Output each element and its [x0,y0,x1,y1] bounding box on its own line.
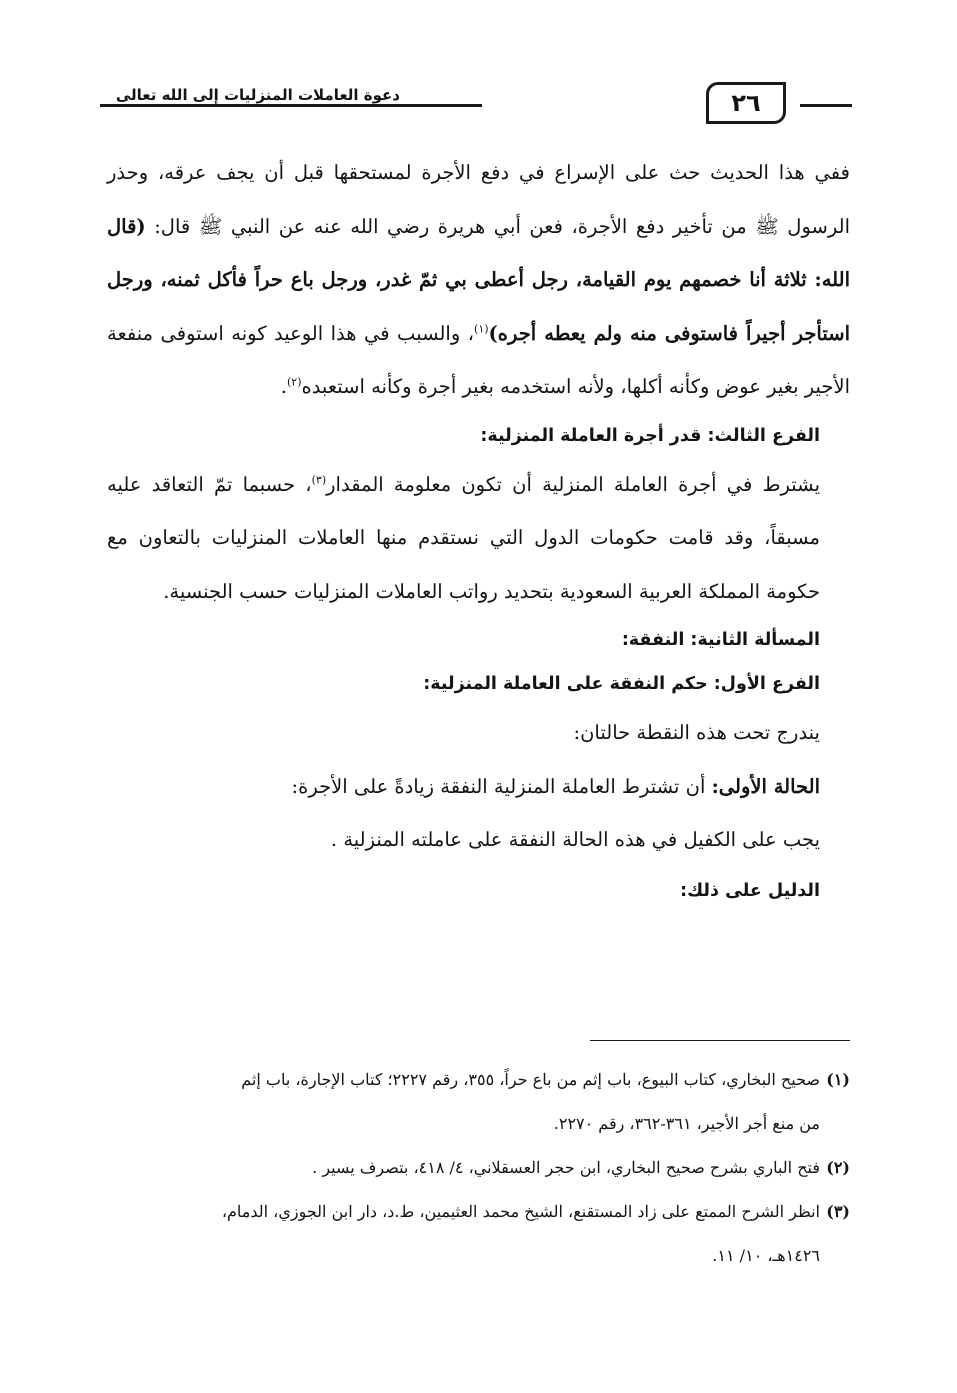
paragraph-wage-amount-b: ، حسبما تمّ التعاقد عليه مسبقاً، وقد قامت حكومات الدول التي نستقدم منها العاملات المنزليات بالتعاون مع حكومة المملكة العربية السعودية بتحديد رواتب العاملات المنزليات حسب الجنسية. [107,472,820,603]
footnote-1-line-1: صحيح البخاري، كتاب البيوع، باب إثم من باع حراً، ٣٥٥، رقم ٢٢٢٧؛ كتاب الإجارة، باب إثم [241,1070,820,1089]
footnote-2-number: (٢) [826,1158,850,1177]
footnote-3-line-2: ١٤٢٦هـ، ١٠/ ١١. [712,1246,820,1265]
running-header [100,80,852,124]
page-number: ٢٦ [731,89,761,117]
paragraph-wage-amount [107,458,850,619]
case-1-text: أن تشترط العاملة المنزلية النفقة زيادةً على الأجرة: [291,774,712,798]
paragraph-end-mark: . [280,375,287,398]
case-1-label: الحالة الأولى: [711,774,820,798]
page-number-box [706,82,786,124]
paragraph-hadith-intro: ففي هذا الحديث حث على الإسراع في دفع الأجرة لمستحقها قبل أن يجف عرقه، وحذر الرسول ﷺ من تأخير دفع الأجرة، فعن أبي هريرة رضي الله عنه عن النبي ﷺ قال: [107,161,850,238]
footnote-3-line-1: انظر الشرح الممتع على زاد المستقنع، الشيخ محمد العثيمين، ط.د، دار ابن الجوزي، الدمام، [221,1202,820,1221]
footnotes [107,1058,850,1278]
heading-branch-3: الفرع الثالث: قدر أجرة العاملة المنزلية: [480,425,820,446]
footnote-1 [107,1058,850,1146]
main-text [107,146,850,915]
footnote-separator [590,1040,850,1041]
paragraph-hadith [107,146,850,414]
paragraph-sponsor-obligation: يجب على الكفيل في هذه الحالة النفقة على عاملته المنزلية . [330,828,820,851]
header-rule-right [800,104,852,107]
header-rule-left [100,104,482,107]
heading-branch-1: الفرع الأول: حكم النفقة على العاملة المنزلية: [423,674,820,694]
heading-evidence: الدليل على ذلك: [680,880,820,901]
paragraph-two-cases: يندرج تحت هذه النقطة حالتان: [573,721,820,744]
footnote-2 [107,1146,850,1190]
hadith-quote: (قال الله: ثلاثة أنا خصمهم يوم القيامة، رجل أعطى بي ثمّ غدر، ورجل باع حراً فأكل ثمنه، ورجل استأجر أجيراً فاستوفى منه ولم يعطه أجره) [107,214,850,345]
footnote-ref-3: (٣) [311,473,327,486]
running-title: دعوة العاملات المنزليات إلى الله تعالى [115,86,400,104]
heading-issue-2: المسألة الثانية: النفقة: [621,630,820,650]
paragraph-wage-amount-a: يشترط في أجرة العاملة المنزلية أن تكون معلومة المقدار [326,472,820,496]
footnote-3-number: (٣) [826,1202,850,1221]
paragraph-case-1 [107,760,850,814]
footnote-3 [107,1190,850,1278]
footnote-ref-2: (٢) [286,375,302,389]
paragraph-hadith-explanation: ، والسبب في هذا الوعيد كونه استوفى منفعة الأجير بغير عوض وكأنه أكلها، ولأنه استخدمه بغير أجرة وكأنه استعبده [107,321,850,398]
footnote-ref-1: (١) [474,322,489,335]
footnote-1-number: (١) [826,1070,850,1089]
footnote-1-line-2: من منع أجر الأجير، ٣٦١-٣٦٢، رقم ٢٢٧٠. [553,1114,820,1133]
footnote-2-line-1: فتح الباري بشرح صحيح البخاري، ابن حجر العسقلاني، ٤/ ٤١٨، بتصرف يسير . [312,1158,820,1177]
